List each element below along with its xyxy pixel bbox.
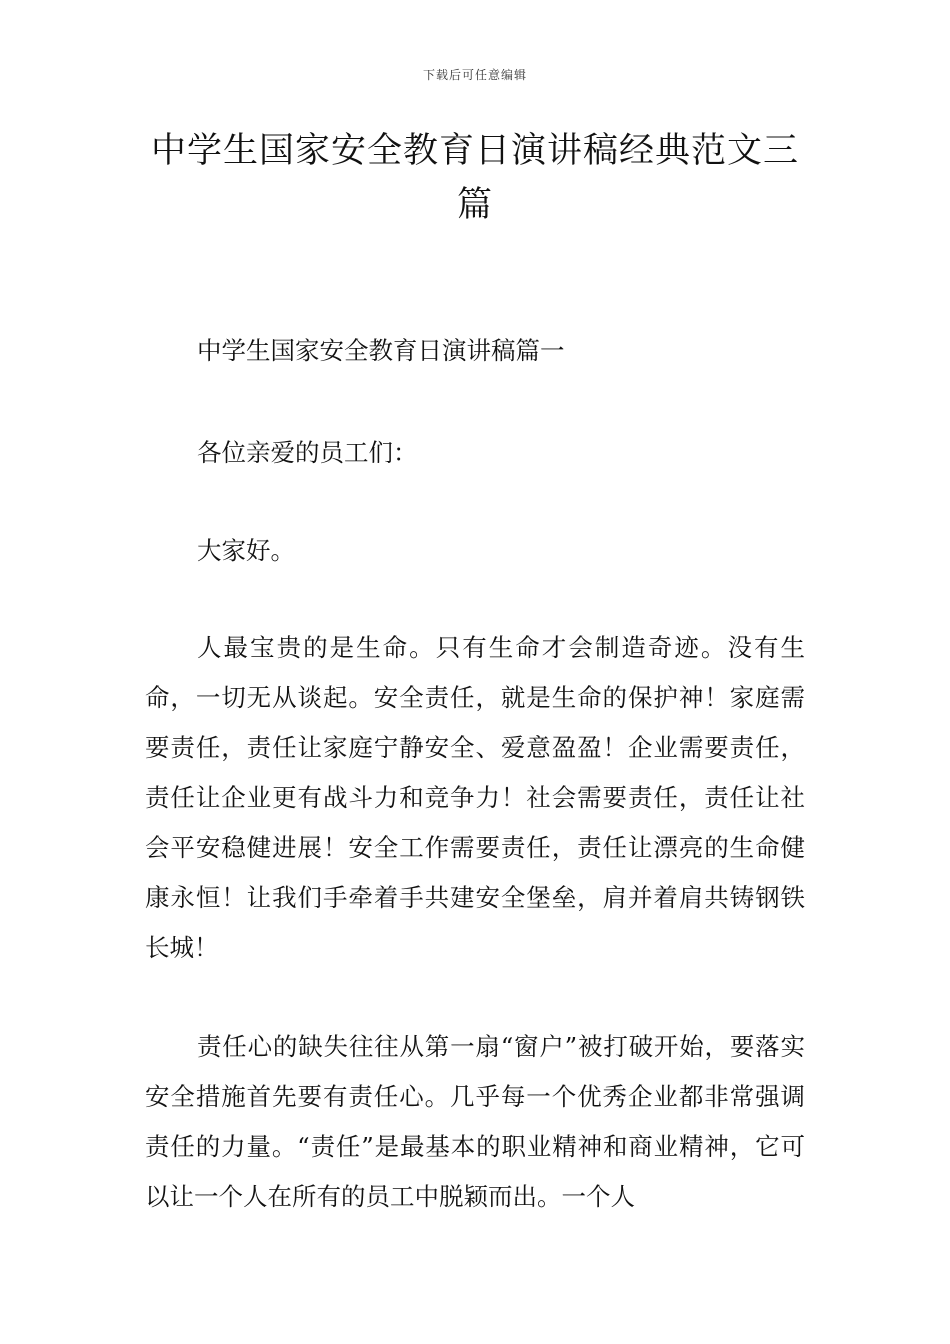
greeting: 大家好。 [197,536,295,565]
header-note: 下载后可任意编辑 [422,68,527,82]
body-paragraph: 人最宝贵的是生命。只有生命才会制造奇迹。没有生命，一切无从谈起。安全责任，就是生命的保护神！家庭需要责任，责任让家庭宁静安全、爱意盈盈！企业需要责任，责任让企业更有战斗力和竞争力！社会需要责任，责任让社会平安稳健进展！安全工作需要责任，责任让漂亮的生命健康永恒！让我们手牵着手共建安全堡垒，肩并着肩共铸钢铁长城！ [145,633,805,962]
salutation: 各位亲爱的员工们： [197,438,418,467]
section-heading: 中学生国家安全教育日演讲稿篇一 [197,336,565,365]
body-paragraph: 责任心的缺失往往从第一扇“窗户”被打破开始，要落实安全措施首先要有责任心。几乎每一个优秀企业都非常强调责任的力量。“责任”是最基本的职业精神和商业精神，它可以让一个人在所有的员工中脱颖而出。一个人 [145,1032,805,1211]
document-title: 中学生国家安全教育日演讲稿经典范文三篇 [150,131,799,225]
